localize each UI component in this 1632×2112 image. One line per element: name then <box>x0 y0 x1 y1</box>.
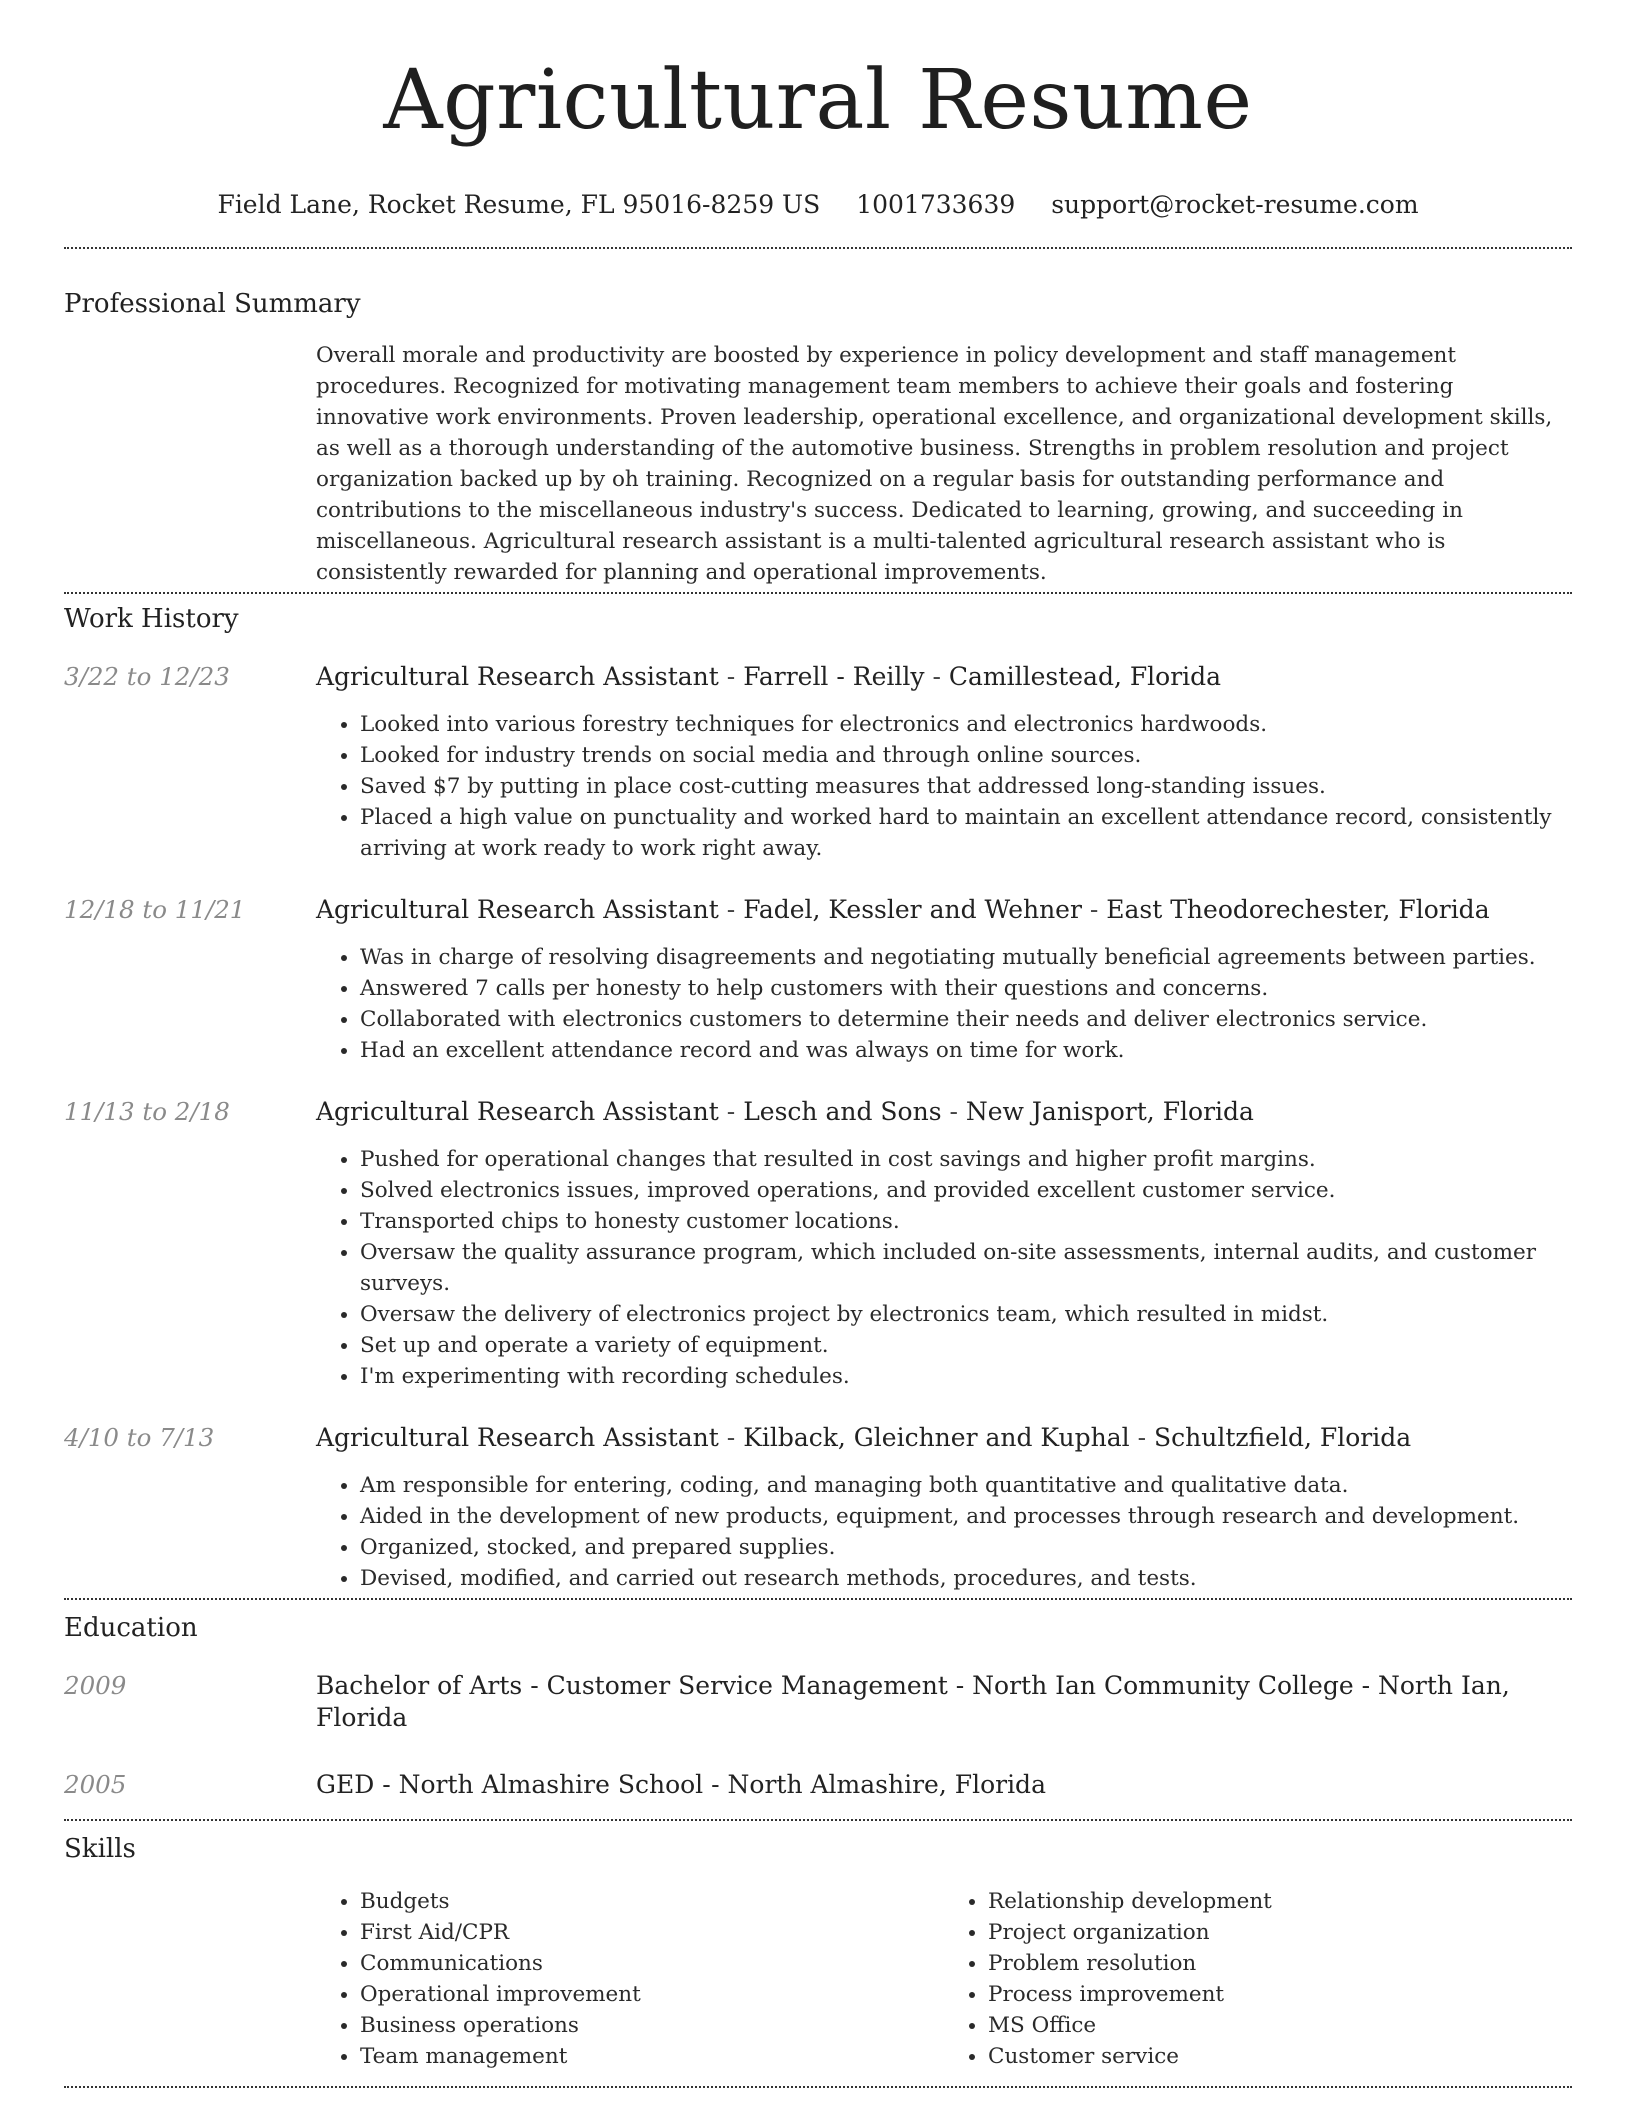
job-body <box>316 661 1572 864</box>
list-item: • Had an excellent attendance record and was always on time for work. <box>360 1035 1572 1066</box>
list-item: • Process improvement <box>988 1979 1572 2010</box>
list-item: • Relationship development <box>988 1886 1572 1917</box>
job-location: Camillestead, Florida <box>948 662 1222 691</box>
job-employer: Fadel, Kessler and Wehner <box>743 895 1082 924</box>
job-title: Agricultural Research Assistant <box>316 895 719 924</box>
list-item: • Organized, stocked, and prepared supplies. <box>360 1532 1572 1563</box>
job-heading: Agricultural Research Assistant - Fadel, Kessler and Wehner - East Theodorechester, Florida <box>316 895 1490 924</box>
job-employer: Kilback, Gleichner and Kuphal <box>743 1423 1130 1452</box>
list-item: • Project organization <box>988 1917 1572 1948</box>
list-item: • Team management <box>360 2041 944 2072</box>
summary-text: Overall morale and productivity are boosted by experience in policy development and staff management procedures. Recognized for motivating management team members to achieve their goals and fostering innovative work environments. Proven leadership, operational excellence, and organizational development skills, as well as a thorough understanding of the automotive business. Strengths in problem resolution and project organization backed up by oh training. Recognized on a regular basis for outstanding performance and contributions to the miscellaneous industry's success. Dedicated to learning, growing, and succeeding in miscellaneous. Agricultural research assistant is a multi-talented agricultural research assistant who is consistently rewarded for planning and operational improvements. <box>316 343 1553 585</box>
job-dates: 11/13 to 2/18 <box>64 1097 230 1126</box>
list-item: • Answered 7 calls per honesty to help customers with their questions and concerns. <box>360 973 1572 1004</box>
job-body <box>316 894 1572 1066</box>
education-text: Bachelor of Arts - Customer Service Management - North Ian Community College - North Ian, Florida <box>316 1671 1510 1732</box>
skills-columns <box>316 1886 1572 2072</box>
job-entry <box>64 1096 1572 1392</box>
list-item: • Oversaw the delivery of electronics project by electronics team, which resulted in midst. <box>360 1299 1572 1330</box>
education-text: GED - North Almashire School - North Almashire, Florida <box>316 1770 1046 1799</box>
job-bullets <box>316 709 1572 864</box>
skills-list-right <box>944 1886 1572 2072</box>
list-item: • Looked for industry trends on social media and through online sources. <box>360 740 1572 771</box>
divider <box>64 592 1572 594</box>
list-item: • Problem resolution <box>988 1948 1572 1979</box>
contact-phone: 1001733639 <box>856 190 1016 219</box>
job-location: East Theodorechester, Florida <box>1106 895 1490 924</box>
list-item: • Looked into various forestry techniques for electronics and electronics hardwoods. <box>360 709 1572 740</box>
list-item: • Devised, modified, and carried out research methods, procedures, and tests. <box>360 1563 1572 1594</box>
list-item: • First Aid/CPR <box>360 1917 944 1948</box>
list-item: • Aided in the development of new products, equipment, and processes through research and development. <box>360 1501 1572 1532</box>
job-employer: Farrell - Reilly <box>743 662 925 691</box>
job-title: Agricultural Research Assistant <box>316 1097 719 1126</box>
contact-line <box>64 190 1572 220</box>
list-item: • Was in charge of resolving disagreements and negotiating mutually beneficial agreements between parties. <box>360 942 1572 973</box>
list-item: • Collaborated with electronics customers to determine their needs and deliver electronics service. <box>360 1004 1572 1035</box>
contact-email: support@rocket-resume.com <box>1051 190 1419 219</box>
job-entry <box>64 661 1572 864</box>
job-heading: Agricultural Research Assistant - Kilback, Gleichner and Kuphal - Schultzfield, Florida <box>316 1423 1412 1452</box>
job-employer: Lesch and Sons <box>743 1097 942 1126</box>
resume-name: Agricultural Resume <box>383 53 1253 148</box>
list-item: • Solved electronics issues, improved operations, and provided excellent customer service. <box>360 1175 1572 1206</box>
job-bullets <box>316 1470 1572 1594</box>
list-item: • Set up and operate a variety of equipment. <box>360 1330 1572 1361</box>
job-entry <box>64 894 1572 1066</box>
job-bullets <box>316 942 1572 1066</box>
job-body <box>316 1422 1572 1594</box>
list-item: • I'm experimenting with recording schedules. <box>360 1361 1572 1392</box>
divider <box>64 247 1572 249</box>
job-dates: 4/10 to 7/13 <box>64 1423 215 1452</box>
list-item: • Saved $7 by putting in place cost-cutting measures that addressed long-standing issues. <box>360 771 1572 802</box>
job-heading: Agricultural Research Assistant - Farrell - Reilly - Camillestead, Florida <box>316 662 1222 691</box>
education-title: Education <box>64 1613 198 1643</box>
contact-address: Field Lane, Rocket Resume, FL 95016-8259 US <box>217 190 821 219</box>
list-item: • Transported chips to honesty customer locations. <box>360 1206 1572 1237</box>
skills-list-left <box>316 1886 944 2072</box>
list-item: • Am responsible for entering, coding, and managing both quantitative and qualitative data. <box>360 1470 1572 1501</box>
list-item: • MS Office <box>988 2010 1572 2041</box>
divider <box>64 2086 1572 2088</box>
work-history-title: Work History <box>64 604 239 634</box>
job-dates: 12/18 to 11/21 <box>64 895 246 924</box>
education-year: 2009 <box>64 1671 127 1700</box>
resume-page <box>64 0 1572 2088</box>
job-dates: 3/22 to 12/23 <box>64 662 230 691</box>
job-title: Agricultural Research Assistant <box>316 662 719 691</box>
job-body <box>316 1096 1572 1392</box>
list-item: • Placed a high value on punctuality and worked hard to maintain an excellent attendance record, consistently arriving at work ready to work right away. <box>360 802 1572 864</box>
list-item: • Business operations <box>360 2010 944 2041</box>
list-item: • Operational improvement <box>360 1979 944 2010</box>
job-entry <box>64 1422 1572 1594</box>
list-item: • Pushed for operational changes that resulted in cost savings and higher profit margins. <box>360 1144 1572 1175</box>
list-item: • Customer service <box>988 2041 1572 2072</box>
job-location: New Janisport, Florida <box>965 1097 1254 1126</box>
job-title: Agricultural Research Assistant <box>316 1423 719 1452</box>
skills-title: Skills <box>64 1834 136 1864</box>
divider <box>64 1819 1572 1821</box>
divider <box>64 1598 1572 1600</box>
education-entry <box>64 1670 1572 1734</box>
education-year: 2005 <box>64 1770 127 1799</box>
job-bullets <box>316 1144 1572 1392</box>
job-location: Schultzfield, Florida <box>1154 1423 1412 1452</box>
education-entry <box>64 1769 1572 1801</box>
summary-title: Professional Summary <box>64 289 361 319</box>
list-item: • Budgets <box>360 1886 944 1917</box>
list-item: • Communications <box>360 1948 944 1979</box>
list-item: • Oversaw the quality assurance program, which included on-site assessments, internal audits, and customer surveys. <box>360 1237 1572 1299</box>
job-heading: Agricultural Research Assistant - Lesch and Sons - New Janisport, Florida <box>316 1097 1254 1126</box>
